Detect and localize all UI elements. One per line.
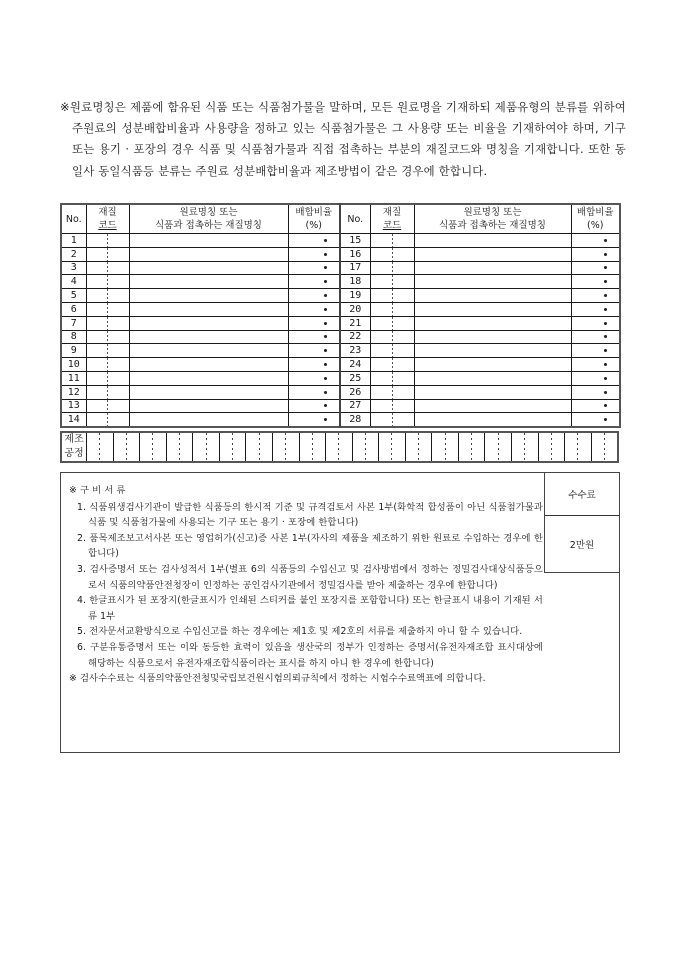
header-ratio-line2: (%)	[305, 220, 322, 231]
material-name-cell[interactable]	[414, 316, 571, 330]
material-name-cell[interactable]	[414, 385, 571, 399]
material-name-cell[interactable]	[414, 302, 571, 316]
documents-title: ※ 구 비 서 류	[69, 485, 126, 496]
header-name-right	[414, 204, 571, 234]
decimal-point-mark	[604, 266, 607, 269]
material-name-cell[interactable]	[129, 344, 288, 358]
material-code-cell[interactable]	[370, 316, 414, 330]
material-name-cell[interactable]	[129, 330, 288, 344]
row-number: 6	[61, 302, 86, 316]
materials-table	[60, 203, 621, 428]
mix-ratio-cell[interactable]	[288, 275, 340, 289]
process-step-cell[interactable]	[113, 432, 140, 462]
row-number: 24	[340, 358, 370, 372]
material-name-cell[interactable]	[414, 399, 571, 413]
material-code-cell[interactable]	[370, 399, 414, 413]
decimal-point-mark	[324, 266, 327, 269]
process-step-cell[interactable]	[166, 432, 193, 462]
decimal-point-mark	[604, 391, 607, 394]
table-row	[61, 413, 620, 427]
process-step-cell[interactable]	[272, 432, 299, 462]
row-number: 2	[61, 247, 86, 261]
header-no-right: No.	[340, 204, 370, 234]
row-number: 17	[340, 261, 370, 275]
process-label-line1: 제조	[64, 434, 84, 445]
process-step-cell[interactable]	[485, 432, 512, 462]
row-number: 13	[61, 399, 86, 413]
decimal-point-mark	[604, 363, 607, 366]
material-name-cell[interactable]	[129, 234, 288, 248]
decimal-point-mark	[324, 322, 327, 325]
material-name-cell[interactable]	[414, 413, 571, 427]
material-name-cell[interactable]	[129, 399, 288, 413]
material-code-cell[interactable]	[370, 247, 414, 261]
process-label-line2: 공정	[64, 448, 84, 459]
process-label	[61, 432, 87, 462]
table-row	[61, 275, 620, 289]
material-code-cell[interactable]	[370, 413, 414, 427]
header-ratio	[288, 204, 340, 234]
header-ratio-line2: (%)	[587, 220, 604, 231]
material-code-cell[interactable]	[86, 358, 129, 372]
table-row	[61, 316, 620, 330]
mix-ratio-cell[interactable]	[288, 247, 340, 261]
mix-ratio-cell[interactable]	[288, 399, 340, 413]
row-number: 27	[340, 399, 370, 413]
process-step-cell[interactable]	[326, 432, 353, 462]
decimal-point-mark	[324, 391, 327, 394]
header-code-line2: 코드	[98, 220, 117, 231]
material-name-cell[interactable]	[129, 289, 288, 303]
material-code-cell[interactable]	[86, 399, 129, 413]
mix-ratio-cell[interactable]	[288, 371, 340, 385]
decimal-point-mark	[324, 239, 327, 242]
mix-ratio-cell[interactable]	[288, 413, 340, 427]
instructions-note	[60, 97, 626, 182]
decimal-point-mark	[604, 404, 607, 407]
material-code-cell[interactable]	[86, 234, 129, 248]
process-step-cell[interactable]	[538, 432, 565, 462]
fee-footnote: ※ 검사수수료는 식품의약품안전청및국립보건원시험의뢰규칙에서 정하는 시험수수료액표에 의합니다.	[69, 673, 486, 685]
material-code-cell[interactable]	[86, 302, 129, 316]
row-number: 8	[61, 330, 86, 344]
material-name-cell[interactable]	[129, 413, 288, 427]
process-step-cell[interactable]	[140, 432, 167, 462]
process-step-cell[interactable]	[352, 432, 379, 462]
row-number: 15	[340, 234, 370, 248]
material-name-cell[interactable]	[129, 247, 288, 261]
document-item: 4. 한글표시가 된 포장지(한글표시가 인쇄된 스티커를 붙인 포장지를 포함합니다) 또는 한글표시 내용이 기재된 서류 1부	[77, 595, 543, 622]
process-step-cell[interactable]	[565, 432, 592, 462]
table-row	[61, 289, 620, 303]
document-item: 1. 식품위생검사기관이 발급한 식품등의 한시적 기준 및 규격검토서 사본 1부(화학적 합성품이 아닌 식품첨가물과 식품 및 식품첨가물에 사용되는 기구 또는 용기 · 포장에 한합니다)	[77, 501, 543, 529]
mix-ratio-cell[interactable]	[571, 399, 620, 413]
mix-ratio-cell[interactable]	[288, 289, 340, 303]
material-name-cell[interactable]	[414, 247, 571, 261]
row-number: 12	[61, 385, 86, 399]
decimal-point-mark	[324, 363, 327, 366]
row-number: 3	[61, 261, 86, 275]
decimal-point-mark	[604, 418, 607, 421]
header-row	[61, 204, 620, 234]
material-code-cell[interactable]	[86, 413, 129, 427]
material-name-cell[interactable]	[414, 275, 571, 289]
process-step-cell[interactable]	[512, 432, 539, 462]
material-name-cell[interactable]	[129, 358, 288, 372]
decimal-point-mark	[604, 253, 607, 256]
row-number: 18	[340, 275, 370, 289]
material-code-cell[interactable]	[86, 289, 129, 303]
material-name-cell[interactable]	[129, 385, 288, 399]
decimal-point-mark	[324, 418, 327, 421]
table-row	[61, 234, 620, 248]
table-row	[61, 330, 620, 344]
mix-ratio-cell[interactable]	[571, 371, 620, 385]
row-number: 28	[340, 413, 370, 427]
material-code-cell[interactable]	[370, 275, 414, 289]
decimal-point-mark	[604, 280, 607, 283]
header-code-line1: 재질	[98, 207, 117, 218]
header-ratio-line1: 배합비율	[576, 207, 614, 218]
row-number: 5	[61, 289, 86, 303]
process-step-cell[interactable]	[299, 432, 326, 462]
material-code-cell[interactable]	[86, 316, 129, 330]
header-name-line1: 원료명칭 또는	[179, 207, 238, 218]
mix-ratio-cell[interactable]	[288, 316, 340, 330]
row-number: 21	[340, 316, 370, 330]
mix-ratio-cell[interactable]	[571, 316, 620, 330]
material-code-cell[interactable]	[86, 261, 129, 275]
decimal-point-mark	[604, 349, 607, 352]
decimal-point-mark	[324, 404, 327, 407]
document-item: 5. 전자문서교환방식으로 수입신고를 하는 경우에는 제1호 및 제2호의 서류를 제출하지 아니 할 수 있습니다.	[77, 626, 523, 638]
header-name	[129, 204, 288, 234]
process-step-cell[interactable]	[458, 432, 485, 462]
material-code-cell[interactable]	[370, 330, 414, 344]
mix-ratio-cell[interactable]	[288, 358, 340, 372]
decimal-point-mark	[324, 308, 327, 311]
mix-ratio-cell[interactable]	[571, 302, 620, 316]
manufacturing-process-table	[60, 431, 619, 463]
decimal-point-mark	[604, 239, 607, 242]
mix-ratio-cell[interactable]	[288, 302, 340, 316]
material-name-cell[interactable]	[129, 275, 288, 289]
material-code-cell[interactable]	[370, 371, 414, 385]
required-documents-box	[60, 472, 620, 753]
fee-value: 2만원	[569, 540, 595, 551]
mix-ratio-cell[interactable]	[571, 289, 620, 303]
process-step-cell[interactable]	[193, 432, 220, 462]
process-step-cell[interactable]	[87, 432, 114, 462]
mix-ratio-cell[interactable]	[571, 385, 620, 399]
mix-ratio-cell[interactable]	[288, 261, 340, 275]
material-name-cell[interactable]	[414, 261, 571, 275]
document-item: 2. 품목제조보고서사본 또는 영업허가(신고)증 사본 1부(자사의 제품을 제조하기 위한 원료로 수입하는 경우에 한합니다)	[77, 532, 543, 560]
material-name-cell[interactable]	[414, 289, 571, 303]
row-number: 11	[61, 371, 86, 385]
material-code-cell[interactable]	[86, 385, 129, 399]
document-item: 3. 검사증명서 또는 검사성적서 1부(별표 6의 식품등의 수입신고 및 검사방법에서 정하는 정밀검사대상식품등으로서 식품의약품안전청장이 인정하는 공인검사기관에서 정밀검사를 받아 제출하는 경우에 한합니다)	[77, 563, 543, 591]
row-number: 9	[61, 344, 86, 358]
decimal-point-mark	[604, 335, 607, 338]
fee-label: 수수료	[545, 472, 619, 516]
row-number: 26	[340, 385, 370, 399]
row-number: 4	[61, 275, 86, 289]
mix-ratio-cell[interactable]	[571, 247, 620, 261]
decimal-point-mark	[604, 308, 607, 311]
mix-ratio-cell[interactable]	[288, 344, 340, 358]
row-number: 19	[340, 289, 370, 303]
mix-ratio-cell[interactable]	[571, 413, 620, 427]
decimal-point-mark	[604, 377, 607, 380]
mix-ratio-cell[interactable]	[571, 261, 620, 275]
material-code-cell[interactable]	[370, 289, 414, 303]
decimal-point-mark	[324, 377, 327, 380]
table-row	[61, 399, 620, 413]
material-code-cell[interactable]	[370, 261, 414, 275]
row-number: 22	[340, 330, 370, 344]
process-step-cell[interactable]	[379, 432, 406, 462]
header-code	[86, 204, 129, 234]
row-number: 23	[340, 344, 370, 358]
header-no: No.	[61, 204, 86, 234]
material-code-cell[interactable]	[370, 302, 414, 316]
material-name-cell[interactable]	[129, 316, 288, 330]
decimal-point-mark	[324, 349, 327, 352]
material-code-cell[interactable]	[370, 385, 414, 399]
note-text: ※원료명칭은 제품에 함유된 식품 또는 식품첨가물을 말하며, 모든 원료명을 기재하되 제품유형의 분류를 위하여 주원료의 성분배합비율과 사용량을 정하고 있는 식품첨가물은 그 사용량 또는 비율을 기재하여야 하며, 기구 또는 용기 · 포장의 경우 식품 및 식품첨가물과 직접 접촉하는 부분의 재질코드와 명칭을 기재합니다. 또한 동일사 동일식품등 분류는 주원료 성분배합비율과 제조방법이 같은 경우에 한합니다.	[60, 100, 626, 178]
material-code-cell[interactable]	[370, 358, 414, 372]
row-number: 14	[61, 413, 86, 427]
material-code-cell[interactable]	[86, 247, 129, 261]
material-code-cell[interactable]	[370, 234, 414, 248]
header-ratio-right	[571, 204, 620, 234]
process-step-cell[interactable]	[219, 432, 246, 462]
process-step-cell[interactable]	[432, 432, 459, 462]
material-name-cell[interactable]	[414, 358, 571, 372]
table-row	[61, 247, 620, 261]
header-name-line2: 식품과 접촉하는 재질명칭	[155, 220, 262, 231]
fee-box	[544, 472, 620, 573]
material-code-cell[interactable]	[86, 371, 129, 385]
mix-ratio-cell[interactable]	[571, 358, 620, 372]
material-name-cell[interactable]	[129, 302, 288, 316]
material-code-cell[interactable]	[86, 275, 129, 289]
table-row	[61, 371, 620, 385]
material-code-cell[interactable]	[370, 344, 414, 358]
process-row	[61, 432, 618, 462]
table-row	[61, 358, 620, 372]
required-documents	[69, 483, 543, 687]
mix-ratio-cell[interactable]	[288, 330, 340, 344]
process-step-cell[interactable]	[591, 432, 618, 462]
document-item: 6. 구분유통증명서 또는 이와 동등한 효력이 있음을 생산국의 정부가 인정하는 증명서(유전자재조합 표시대상에 해당하는 식품으로서 유전자재조합식품이라는 표시를 하지 아니 한 경우에 한합니다)	[77, 641, 543, 669]
material-code-cell[interactable]	[86, 330, 129, 344]
material-name-cell[interactable]	[414, 371, 571, 385]
material-name-cell[interactable]	[414, 234, 571, 248]
mix-ratio-cell[interactable]	[288, 385, 340, 399]
header-code-line2: 코드	[382, 220, 402, 231]
header-name-line1: 원료명칭 또는	[463, 207, 522, 218]
material-name-cell[interactable]	[129, 261, 288, 275]
mix-ratio-cell[interactable]	[571, 330, 620, 344]
decimal-point-mark	[324, 280, 327, 283]
row-number: 7	[61, 316, 86, 330]
row-number: 10	[61, 358, 86, 372]
header-name-line2: 식품과 접촉하는 재질명칭	[439, 220, 546, 231]
decimal-point-mark	[324, 294, 327, 297]
mix-ratio-cell[interactable]	[571, 275, 620, 289]
header-ratio-line1: 배합비율	[295, 207, 333, 218]
material-name-cell[interactable]	[414, 344, 571, 358]
decimal-point-mark	[324, 335, 327, 338]
material-name-cell[interactable]	[129, 371, 288, 385]
table-row	[61, 261, 620, 275]
header-code-right	[370, 204, 414, 234]
row-number: 16	[340, 247, 370, 261]
material-name-cell[interactable]	[414, 330, 571, 344]
mix-ratio-cell[interactable]	[571, 234, 620, 248]
table-row	[61, 302, 620, 316]
row-number: 1	[61, 234, 86, 248]
table-row	[61, 385, 620, 399]
process-step-cell[interactable]	[405, 432, 432, 462]
decimal-point-mark	[604, 322, 607, 325]
mix-ratio-cell[interactable]	[571, 344, 620, 358]
row-number: 20	[340, 302, 370, 316]
mix-ratio-cell[interactable]	[288, 234, 340, 248]
table-row	[61, 344, 620, 358]
decimal-point-mark	[324, 253, 327, 256]
decimal-point-mark	[604, 294, 607, 297]
header-code-line1: 재질	[382, 207, 402, 218]
row-number: 25	[340, 371, 370, 385]
process-step-cell[interactable]	[246, 432, 273, 462]
material-code-cell[interactable]	[86, 344, 129, 358]
